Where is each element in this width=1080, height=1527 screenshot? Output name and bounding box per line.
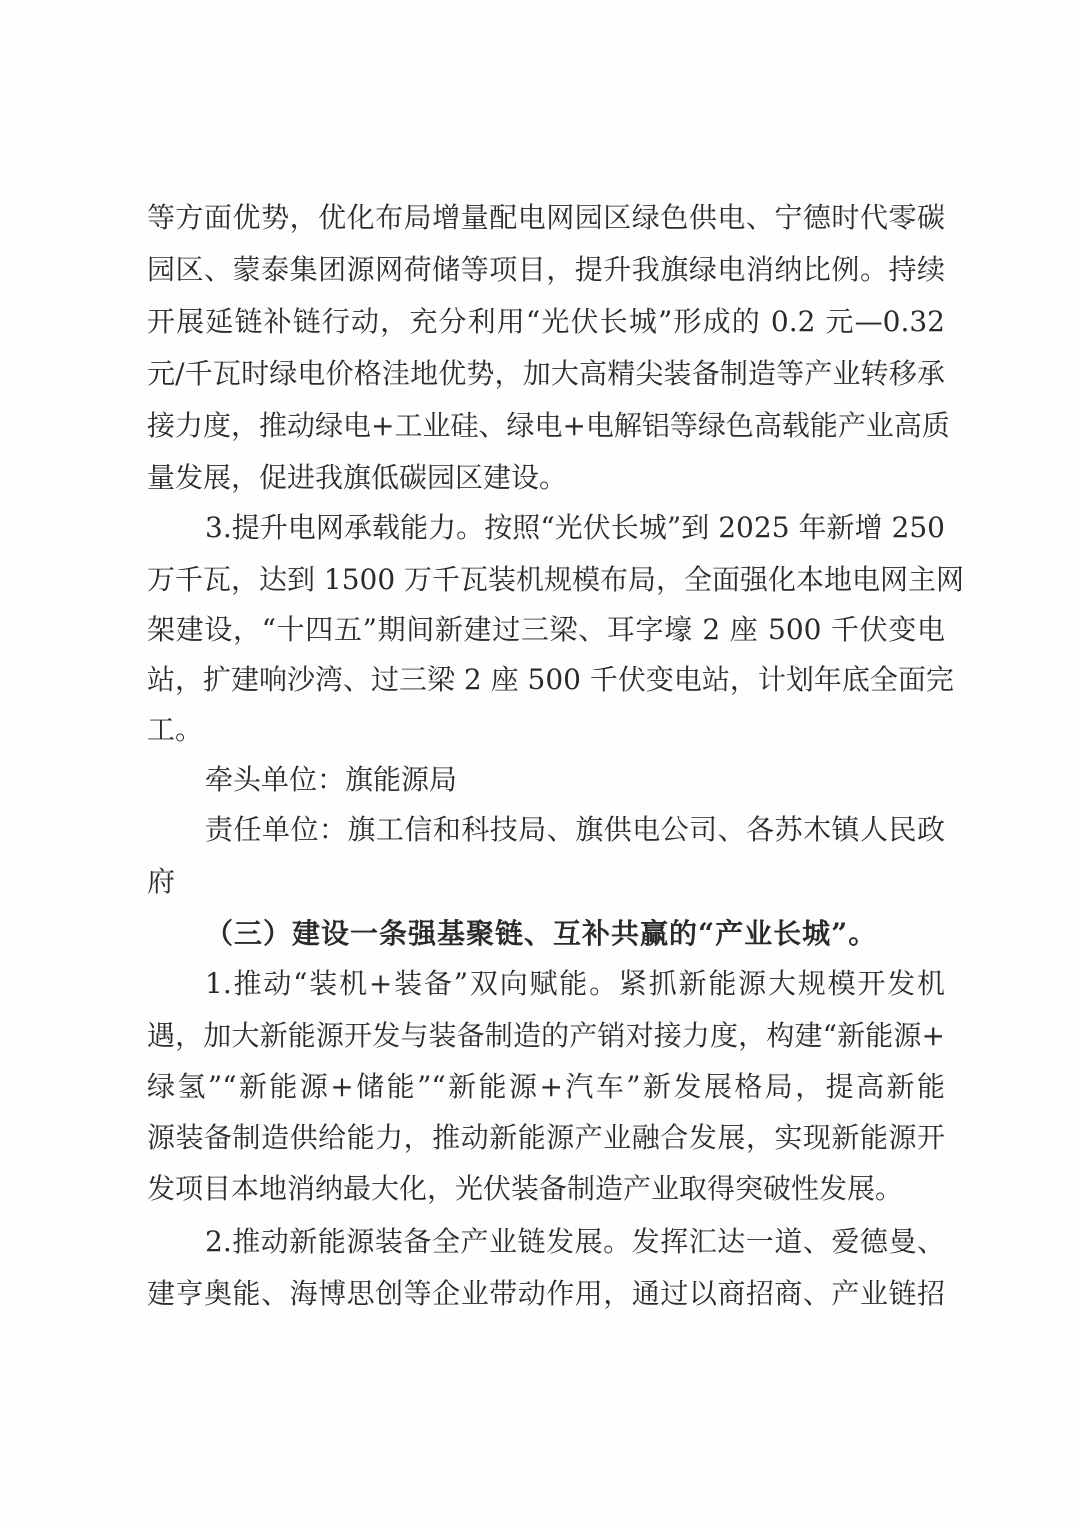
text-line: 万千瓦，达到 1500 万千瓦装机规模布局，全面强化本地电网主网 <box>147 563 965 596</box>
text-line: 遇，加大新能源开发与装备制造的产销对接力度，构建“新能源+ <box>147 1019 945 1052</box>
text-line: 发项目本地消纳最大化，光伏装备制造产业取得突破性发展。 <box>147 1172 904 1205</box>
text-line: 责任单位：旗工信和科技局、旗供电公司、各苏木镇人民政 <box>205 813 945 846</box>
text-line: 2.推动新能源装备全产业链发展。发挥汇达一道、爱德曼、 <box>205 1225 945 1258</box>
text-line: 府 <box>147 865 176 898</box>
text-line: 园区、蒙泰集团源网荷储等项目，提升我旗绿电消纳比例。持续 <box>147 253 945 286</box>
section-heading: （三）建设一条强基聚链、互补共赢的“产业长城”。 <box>205 917 878 950</box>
text-line: 3.提升电网承载能力。按照“光伏长城”到 2025 年新增 250 <box>205 511 945 544</box>
text-line: 开展延链补链行动，充分利用“光伏长城”形成的 0.2 元—0.32 <box>147 305 945 338</box>
text-line: 工。 <box>147 713 204 746</box>
text-line: 绿氢”“新能源+储能”“新能源+汽车”新发展格局，提高新能 <box>147 1070 945 1103</box>
text-line: 1.推动“装机+装备”双向赋能。紧抓新能源大规模开发机 <box>205 967 945 1000</box>
text-line: 建亨奥能、海博思创等企业带动作用，通过以商招商、产业链招 <box>147 1277 945 1310</box>
text-line: 元/千瓦时绿电价格洼地优势，加大高精尖装备制造等产业转移承 <box>147 357 945 390</box>
text-line: 量发展，促进我旗低碳园区建设。 <box>147 461 568 494</box>
text-line: 接力度，推动绿电+工业硅、绿电+电解铝等绿色高载能产业高质 <box>147 409 950 442</box>
text-line: 架建设，“十四五”期间新建过三梁、耳字壕 2 座 500 千伏变电 <box>147 613 945 646</box>
text-line: 站，扩建响沙湾、过三梁 2 座 500 千伏变电站，计划年底全面完 <box>147 663 954 696</box>
text-line: 源装备制造供给能力，推动新能源产业融合发展，实现新能源开 <box>147 1121 945 1154</box>
text-line: 牵头单位：旗能源局 <box>205 763 458 796</box>
text-line: 等方面优势，优化布局增量配电网园区绿色供电、宁德时代零碳 <box>147 201 945 234</box>
